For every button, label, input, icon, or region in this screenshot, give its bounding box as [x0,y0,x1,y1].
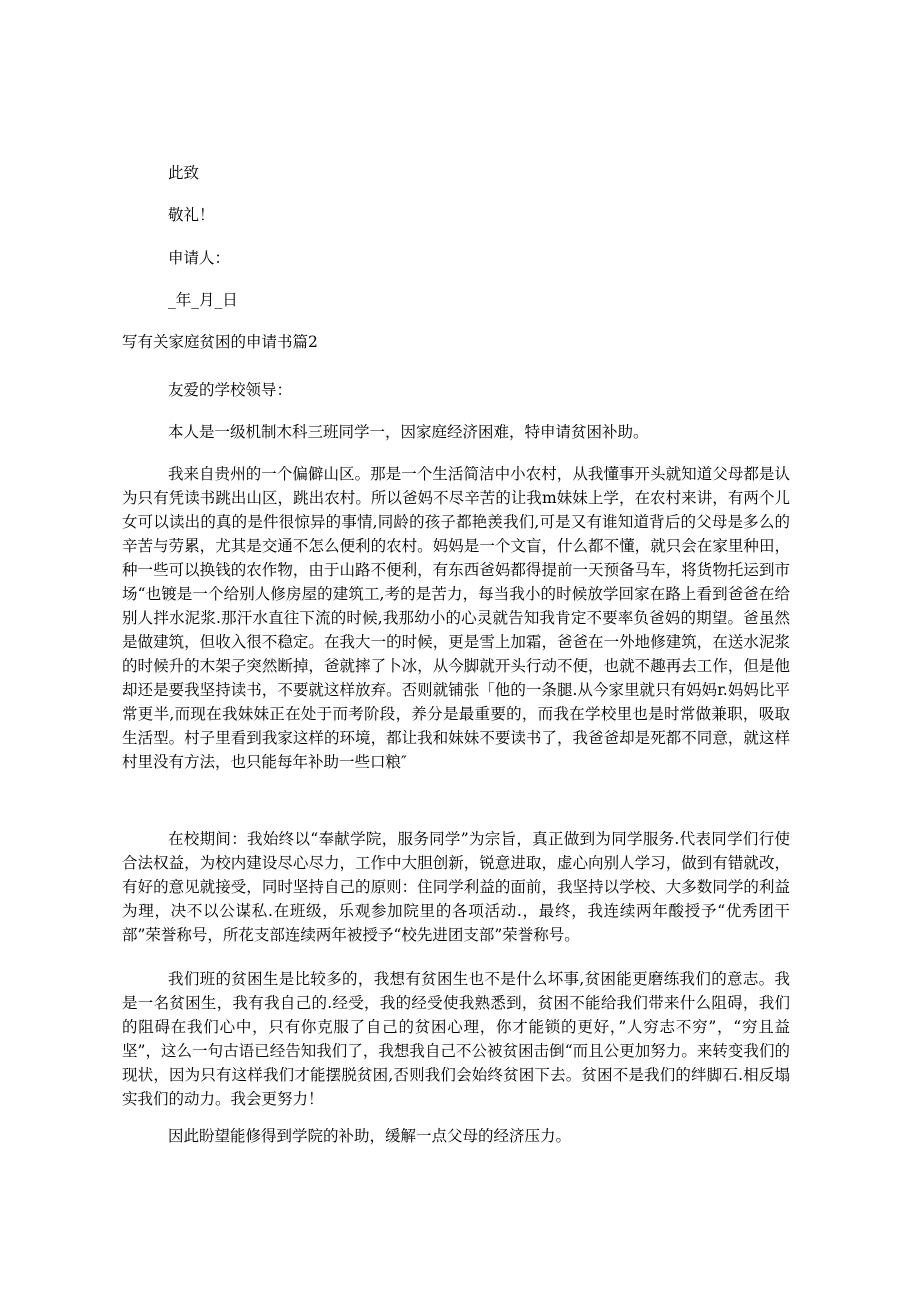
paragraph-poverty-attitude: 我们班的贫困生是比较多的，我想有贫困生也不是什么坏事,贫困能更磨练我们的意志。我是一名贫困生，我有我自己的.经受，我的经受使我熟悉到，贫困不能给我们带来什么阻碍，我们的阻碍在我们心中，只有你克服了自己的贫困心理，你才能锁的更好，”人穷志不穷”，“穷且益坚”，这么一句古语已经告知我们了，我想我自己不公被贫困击倒“而且公更加努力。来转变我们的现状，因为只有这样我们才能摆脱贫困,否则我们会始终贫困下去。贫困不是我们的绊脚石.相反塌实我们的动力。我会更努力！ [122,970,790,1108]
date-line: _年_月_日 [168,291,238,309]
closing-ci-zhi: 此致 [168,164,200,182]
section-title: 写有关家庭贫困的申请书篇2 [122,333,318,351]
closing-jing-li: 敬礼！ [168,206,215,224]
paragraph-intro: 本人是一级机制木科三班同学一，因家庭经济困难，特申请贫困补助。 [168,423,649,441]
salutation: 友爱的学校领导： [168,381,293,399]
applicant-label: 申请人： [168,249,231,267]
paragraph-school-period: 在校期间：我始终以“奉献学院，服务同学”为宗旨，真正做到为同学服务.代表同学们行使合法权益，为校内建设尽心尽力，工作中大胆创新，锐意进取，虚心向别人学习，做到有错就改，有好的意见就接受，同时坚持自己的原则：住同学利益的面前，我坚持以学校、大多数同学的利益为理，决不以公谋私.在班级，乐观参加院里的各项活动.，最终，我连续两年酸授予“优秀团干部”荣誉称号，所花支部连续两年被授予“校先进团支部”荣誉称号。 [122,830,790,944]
paragraph-family-background: 我来自贵州的一个偏僻山区。那是一个生活简洁中小农村，从我懂事开头就知道父母都是认为只有凭读书跳出山区，跳出农村。所以爸妈不尽辛苦的让我m妹妹上学，在农村来讲，有两个儿女可以读出的真的是件很惊异的事情,同龄的孩子都艳羡我们,可是又有谁知道背后的父母是多么的辛苦与劳累，尤其是交通不怎么便利的农村。妈妈是一个文盲，什么都不懂，就只会在家里种田，种一些可以换钱的农作物，由于山路不便利，有东西爸妈都得提前一天预备马车，将货物托运到市场“也镀是一个给别人修房屋的建筑工,考的是苦力，每当我小的时候放学回家在路上看到爸爸在给别人拌水泥浆.那汗水直往下流的时候,我那幼小的心灵就告知我肯定不要率负爸妈的期望。爸虽然是做建筑，但收入很不稳定。在我大一的时候，更是雪上加霜，爸爸在一外地修建筑，在送水泥浆的时候升的木架子突然断掉，爸就摔了卜冰，从今脚就开头行动不便，也就不趣再去工作，但是他却还是要我坚持读书，不要就这样放弃。否则就铺张「他的一条腿.从今家里就只有妈妈r.妈妈比平常更半,而现在我妹妹正在处于而考阶段，养分是最重要的，而我在学校里也是时常做兼职，吸取生活型。村子里看到我家这样的环境，都让我和妹妹不要读书了，我爸爸却是死都不同意，就这样村里没有方法，也只能每年补助一些口粮″ [122,465,790,771]
paragraph-conclusion: 因此盼望能修得到学院的补助，缓解一点父母的经济压力。 [168,1127,572,1145]
